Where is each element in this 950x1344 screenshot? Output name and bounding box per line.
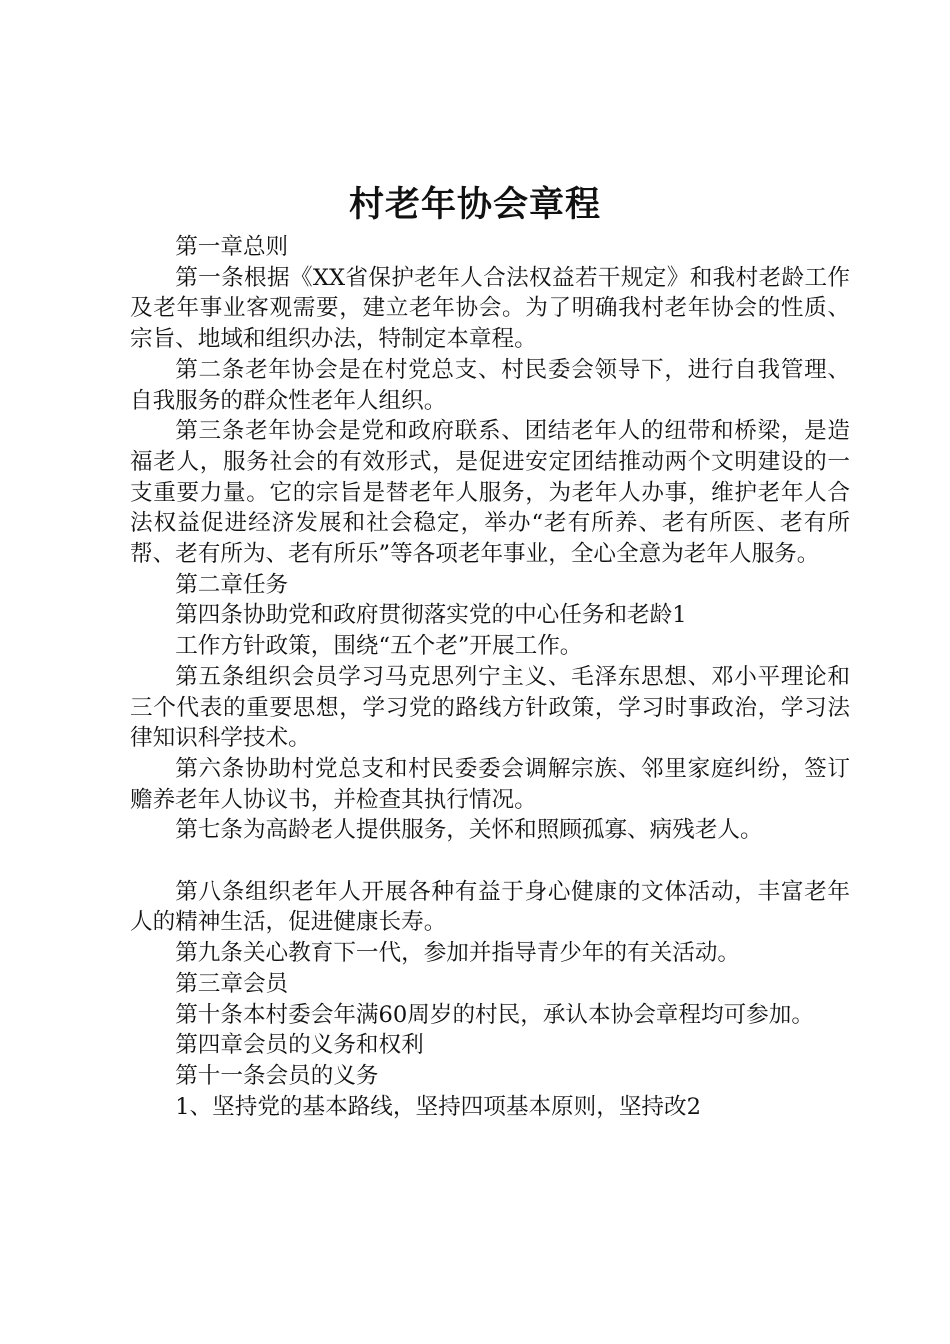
article-paragraph: 第五条组织会员学习马克思列宁主义、毛泽东思想、邓小平理论和三个代表的重要思想，学习党的路线方针政策，学习时事政治，学习法律知识科学技术。 [130,663,850,752]
article-paragraph: 第六条协助村党总支和村民委委会调解宗族、邻里家庭纠纷，签订赡养老年人协议书，并检查其执行情况。 [130,755,850,813]
article-paragraph: 工作方针政策，围绕“五个老”开展工作。 [175,633,583,660]
document-body [130,232,850,1122]
chapter-heading: 第三章会员 [175,970,289,997]
paragraph-spacer [130,846,850,877]
chapter-heading: 第四章会员的义务和权利 [175,1032,424,1059]
article-paragraph: 第三条老年协会是党和政府联系、团结老年人的纽带和桥梁，是造福老人，服务社会的有效形式，是促进安定团结推动两个文明建设的一支重要力量。它的宗旨是替老年人服务，为老年人办事，维护老年人合法权益促进经济发展和社会稳定，举办“老有所养、老有所医、老有所帮、老有所为、老有所乐”等各项老年事业，全心全意为老年人服务。 [130,418,850,568]
chapter-heading: 第一章总则 [175,234,289,260]
article-paragraph: 1、坚持党的基本路线，坚持四项基本原则，坚持改2 [175,1093,701,1120]
document-title: 村老年协会章程 [348,185,601,225]
article-paragraph: 第一条根据《XX省保护老年人合法权益若干规定》和我村老龄工作及老年事业客观需要，建立老年协会。为了明确我村老年协会的性质、宗旨、地域和组织办法，特制定本章程。 [130,264,850,353]
article-paragraph: 第八条组织老年人开展各种有益于身心健康的文体活动，丰富老年人的精神生活，促进健康长寿。 [130,878,850,936]
article-paragraph: 第四条协助党和政府贯彻落实党的中心任务和老龄1 [175,602,687,629]
article-paragraph: 第七条为高龄老人提供服务，关怀和照顾孤寡、病残老人。 [175,817,763,844]
chapter-heading: 第二章任务 [175,571,289,598]
article-paragraph: 第十一条会员的义务 [175,1062,379,1089]
article-paragraph: 第二条老年协会是在村党总支、村民委会领导下，进行自我管理、自我服务的群众性老年人组织。 [130,356,850,414]
article-paragraph: 第九条关心教育下一代，参加并指导青少年的有关活动。 [175,940,741,967]
article-paragraph: 第十条本村委会年满60周岁的村民，承认本协会章程均可参加。 [175,1001,814,1028]
